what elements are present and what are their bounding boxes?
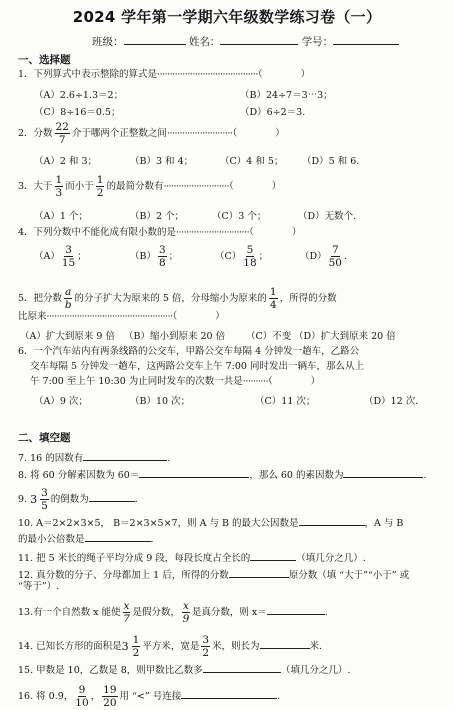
class-label: 班级： bbox=[92, 36, 124, 48]
question-2-option-c: （C）4 和 5； bbox=[220, 156, 284, 167]
question-4-option-a: （A） $\frac{3}{15}$ ； bbox=[34, 244, 87, 269]
section-heading-choice: 一、选择题 bbox=[18, 54, 71, 66]
question-3-option-a: （A）1 个； bbox=[34, 211, 88, 222]
question-1-option-d: （D）6÷2＝3. bbox=[240, 107, 306, 118]
leader-dots: ·························· bbox=[163, 181, 229, 192]
answer-paren: （ ） bbox=[232, 128, 285, 139]
leader-dots: ·························· bbox=[166, 128, 233, 139]
class-field[interactable] bbox=[124, 33, 186, 45]
mixed-number: 3 $\frac{1}{2}$ bbox=[121, 634, 140, 659]
student-info-row bbox=[92, 33, 399, 49]
name-field[interactable] bbox=[220, 33, 298, 45]
leader-dots: ····························· bbox=[176, 227, 250, 238]
question-6-option-d: （D）12 次. bbox=[364, 396, 419, 407]
question-4-option-b: （B） $\frac{3}{8}$ ； bbox=[130, 244, 179, 269]
student-id-field[interactable] bbox=[333, 33, 399, 45]
question-16: 16. 将 0.9̇， $\frac{9}{10}$ ， $\frac{19}{20}$ 用 “<” 号连接 . bbox=[18, 684, 281, 709]
question-5-line-2: 比原来··················································（ ） bbox=[18, 311, 225, 322]
question-6-line-3: 午 7:00 至上午 10:30 为止同时发车的次数一共是··········（ ） bbox=[30, 376, 321, 387]
leader-dots: ········································ bbox=[157, 69, 258, 80]
answer-paren: （ ） bbox=[268, 376, 321, 387]
question-2-option-d: （D）5 和 6. bbox=[302, 156, 360, 167]
answer-paren: （ ） bbox=[172, 311, 225, 322]
question-5-stem: 5．把分数 $\frac{a}{b}$ 的分子扩大为原来的 5 倍，分母缩小为原来的 $\frac{1}{4}$ ，所得的分数 bbox=[18, 286, 337, 311]
question-6-option-a: （A）9 次； bbox=[34, 396, 88, 407]
answer-paren: （ ） bbox=[257, 69, 311, 80]
question-5-option-c: （C）不变 bbox=[246, 331, 292, 342]
page-title: 2024 学年第一学期六年级数学练习卷（一） bbox=[72, 8, 382, 26]
question-3-option-d: （D）无数个. bbox=[298, 211, 357, 222]
section-heading-fill: 二、填空题 bbox=[18, 432, 71, 444]
leader-dots: ·················································· bbox=[46, 311, 173, 322]
question-11: 11. 把 5 米长的绳子平均分成 9 段，每段长度占全长的 （填几分之几）. bbox=[18, 549, 366, 565]
answer-blank-8b[interactable] bbox=[343, 466, 423, 478]
question-4-stem: 4．下列分数中不能化成有限小数的是·····························（ ） bbox=[18, 227, 302, 238]
leader-dots: ·········· bbox=[242, 376, 268, 387]
answer-blank-8a[interactable] bbox=[139, 466, 249, 478]
question-1-option-c: （C）8÷16＝0.5； bbox=[34, 107, 121, 118]
question-9: 9. 3 $\frac{3}{5}$ 的倒数为 . bbox=[18, 487, 138, 512]
question-14: 14. 已知长方形的面积是 3 $\frac{1}{2}$ 平方米，宽是 $\frac{3}{2}$ 米，则长为 米. bbox=[18, 634, 323, 659]
answer-blank-16[interactable] bbox=[181, 687, 277, 699]
answer-blank-10b[interactable] bbox=[85, 530, 151, 542]
question-6-option-c: （C）11 次； bbox=[255, 396, 316, 407]
question-4-option-c: （C） $\frac{5}{18}$ ； bbox=[215, 244, 269, 269]
answer-blank-12[interactable] bbox=[229, 566, 289, 578]
question-1-option-b: （B）24÷7＝3⋯3； bbox=[240, 90, 333, 101]
question-1-stem: 1．下列算式中表示整除的算式是········································（ ） bbox=[18, 69, 311, 80]
fraction: $\frac{a}{b}$ bbox=[64, 286, 72, 311]
question-6-line-2: 交车每隔 5 分钟发一趟车，这两路公交车上午 7:00 同时发出一辆车，那么从上 bbox=[30, 361, 364, 372]
question-3-option-b: （B）2 个； bbox=[130, 211, 185, 222]
question-10-line-2: 的最小公倍数是 . bbox=[18, 530, 154, 546]
fraction: $\frac{1}{4}$ bbox=[269, 286, 277, 311]
question-1-option-a: （A）2.6÷1.3＝2； bbox=[34, 90, 124, 101]
question-7: 7. 16 的因数有 . bbox=[18, 449, 170, 465]
answer-blank-10a[interactable] bbox=[299, 514, 365, 526]
fraction: $\frac{1}{2}$ bbox=[96, 174, 104, 199]
question-2-option-a: （A）2 和 3； bbox=[34, 156, 97, 167]
answer-blank-9[interactable] bbox=[89, 490, 135, 502]
question-15: 15. 甲数是 10，乙数是 8，则甲数比乙数多 （填几分之几）. bbox=[18, 661, 350, 677]
question-3-option-c: （C）3 个； bbox=[212, 211, 267, 222]
question-2-option-b: （B）3 和 4； bbox=[130, 156, 194, 167]
answer-paren: （ ） bbox=[249, 227, 302, 238]
question-12-line-2: “等于”）. bbox=[18, 581, 60, 592]
question-3-stem: 3．大于 $\frac{1}{3}$ 而小于 $\frac{1}{2}$ 的最简分数有··························（ ） bbox=[18, 174, 282, 199]
question-5-option-a: （A）扩大到原来 9 倍 bbox=[20, 331, 115, 342]
answer-blank-13[interactable] bbox=[267, 603, 325, 615]
question-2-stem: 2．分数 $\frac{22}{7}$ 介于哪两个正整数之间··························（ ） bbox=[18, 121, 285, 146]
answer-blank-11[interactable] bbox=[250, 549, 296, 561]
question-6-line-1: 6．一个汽车站内有两条线路的公交车，甲路公交车每隔 4 分钟发一趟车，乙路公 bbox=[18, 346, 360, 357]
fraction: $\frac{22}{7}$ bbox=[55, 121, 69, 146]
answer-blank-14[interactable] bbox=[260, 637, 310, 649]
fraction: $\frac{1}{3}$ bbox=[55, 174, 63, 199]
answer-blank-15[interactable] bbox=[203, 661, 281, 673]
answer-paren: （ ） bbox=[228, 181, 282, 192]
question-8: 8. 将 60 分解素因数为 60＝ ，那么 60 的素因数为 . bbox=[18, 466, 427, 482]
mixed-number: 3 $\frac{3}{5}$ bbox=[30, 487, 48, 512]
question-5-option-d: （D）扩大到原来 20 倍 bbox=[294, 331, 396, 342]
id-label: 学号： bbox=[301, 36, 334, 48]
question-4-option-d: （D） $\frac{7}{50}$ . bbox=[300, 244, 348, 269]
answer-blank-7[interactable] bbox=[83, 449, 167, 461]
question-10-line-1: 10. A＝2×2×3×5， B＝2×3×5×7，则 A 与 B 的最大公因数是 ，A 与 B bbox=[18, 514, 403, 530]
question-12-line-1: 12. 真分数的分子、分母都加上 1 后，所得的分数 原分数（填 “大于”“小于” 或 bbox=[18, 566, 409, 582]
question-6-option-b: （B）10 次； bbox=[130, 396, 191, 407]
question-13: 13.有一个自然数 x 能使 $\frac{x}{7}$ 是假分数， $\frac{x}{9}$ 是真分数，则 x＝ . bbox=[18, 600, 328, 625]
name-label: 姓名： bbox=[188, 36, 221, 48]
question-5-option-b: （B）缩小到原来 20 倍 bbox=[124, 331, 226, 342]
